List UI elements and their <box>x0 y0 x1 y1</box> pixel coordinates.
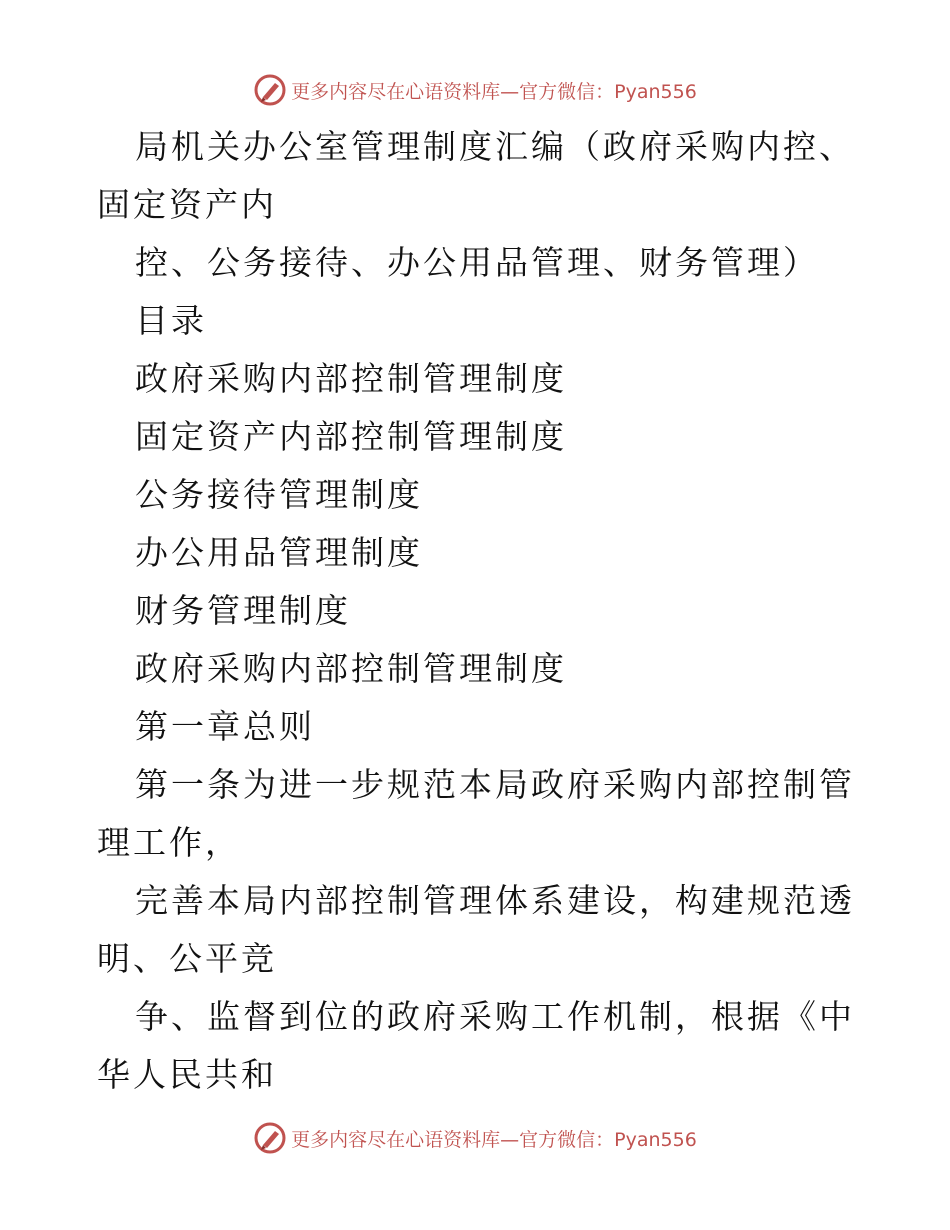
watermark-text: 更多内容尽在心语资料库—官方微信：Pyan556 <box>291 80 697 103</box>
pen-logo-icon <box>253 1121 287 1155</box>
toc-item: 财务管理制度 <box>135 591 351 630</box>
pen-logo-icon <box>253 73 287 107</box>
paragraph: 完善本局内部控制管理体系建设，构建规范透明、公平竞 <box>97 881 855 978</box>
toc-item: 办公用品管理制度 <box>135 533 423 572</box>
section-title: 政府采购内部控制管理制度 <box>135 649 567 688</box>
document-body <box>97 118 857 1104</box>
toc-heading: 目录 <box>135 301 207 340</box>
paragraph: 第一条为进一步规范本局政府采购内部控制管理工作， <box>97 765 855 862</box>
paragraph: 控、公务接待、办公用品管理、财务管理） <box>135 243 819 282</box>
paragraph: 争、监督到位的政府采购工作机制，根据《中华人民共和 <box>97 997 855 1094</box>
toc-item: 政府采购内部控制管理制度 <box>135 359 567 398</box>
watermark-footer <box>0 1118 950 1158</box>
toc-item: 公务接待管理制度 <box>135 475 423 514</box>
watermark-text: 更多内容尽在心语资料库—官方微信：Pyan556 <box>291 1128 697 1151</box>
toc-item: 固定资产内部控制管理制度 <box>135 417 567 456</box>
watermark-header <box>0 70 950 110</box>
chapter-title: 第一章总则 <box>135 707 315 746</box>
paragraph: 局机关办公室管理制度汇编（政府采购内控、固定资产内 <box>97 127 855 224</box>
